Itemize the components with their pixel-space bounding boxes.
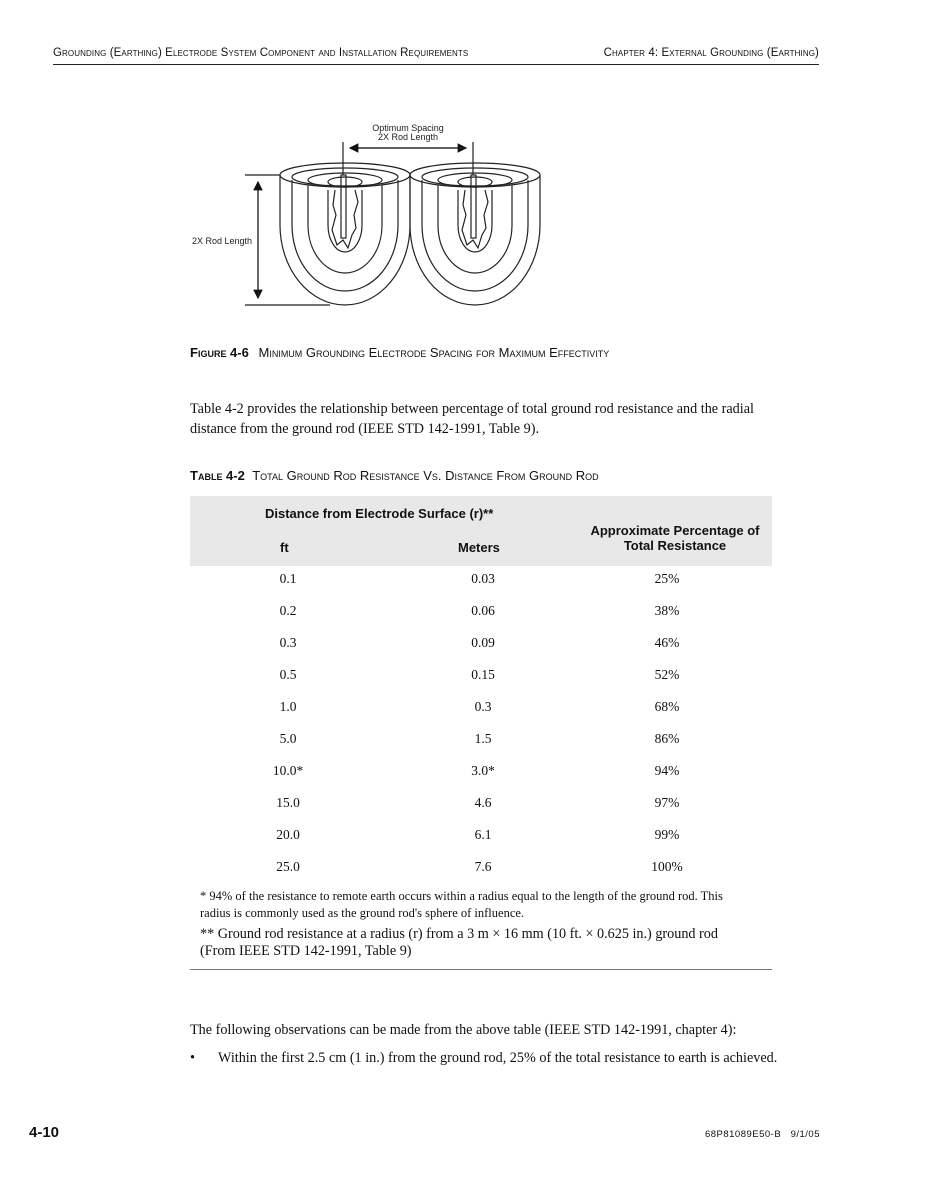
running-header-chapter-title: Chapter 4: External Grounding (Earthing) [603, 47, 819, 59]
cell-meters: 3.0* [471, 763, 495, 778]
cell-meters: 1.5 [474, 731, 492, 746]
table-row [190, 566, 772, 598]
table-body [190, 566, 772, 886]
footnote-double-asterisk [200, 926, 770, 960]
observations-intro: The following observations can be made from the above table (IEEE STD 142-1991, chapter 4): [190, 1022, 737, 1038]
cell-ft: 1.0 [279, 699, 297, 714]
cell-ft: 0.5 [279, 667, 297, 682]
column-header-meters: Meters [458, 540, 500, 555]
cell-meters: 4.6 [474, 795, 492, 810]
cell-ft: 20.0 [276, 827, 300, 842]
footnote-single-asterisk-line1: * 94% of the resistance to remote earth occurs within a radius equal to the length of the ground rod. This [200, 889, 723, 903]
table-title: Total Ground Rod Resistance Vs. Distance From Ground Rod [252, 468, 599, 483]
cell-percentage: 38% [654, 603, 680, 618]
rod-depth-label: 2X Rod Length [192, 236, 253, 246]
cell-ft: 0.3 [279, 635, 297, 650]
cell-percentage: 25% [654, 571, 680, 586]
cell-meters: 0.03 [471, 571, 495, 586]
cell-percentage: 97% [654, 795, 680, 810]
table-row [190, 598, 772, 630]
cell-percentage: 86% [654, 731, 680, 746]
cell-percentage: 99% [654, 827, 680, 842]
footnote-double-asterisk-line1: ** Ground rod resistance at a radius (r) from a 3 m × 16 mm (10 ft. × 0.625 in.) ground rod [200, 926, 718, 942]
cell-ft: 0.2 [279, 603, 297, 618]
intro-paragraph [190, 399, 754, 439]
figure-number: Figure 4-6 [190, 345, 249, 360]
cell-ft: 25.0 [276, 859, 300, 874]
cell-meters: 0.09 [471, 635, 495, 650]
document-id: 68P81089E50-B 9/1/05 [704, 1129, 820, 1140]
running-header [53, 46, 819, 65]
cell-meters: 0.3 [474, 699, 492, 714]
cell-percentage: 68% [654, 699, 680, 714]
cell-percentage: 52% [654, 667, 680, 682]
running-header-section-title: Grounding (Earthing) Electrode System Component and Installation Requirements [53, 47, 469, 59]
figure-title: Minimum Grounding Electrode Spacing for Maximum Effectivity [258, 345, 610, 360]
cell-ft: 5.0 [279, 731, 297, 746]
cell-meters: 0.06 [471, 603, 495, 618]
table-row [190, 694, 772, 726]
cell-percentage: 94% [654, 763, 680, 778]
observation-text: Within the first 2.5 cm (1 in.) from the ground rod, 25% of the total resistance to earth is achieved. [218, 1050, 778, 1066]
table-row [190, 726, 772, 758]
table-number: Table 4-2 [190, 468, 245, 483]
table-row [190, 662, 772, 694]
table-row [190, 822, 772, 854]
optimum-spacing-label-line2: 2X Rod Length [377, 132, 439, 142]
table-row [190, 854, 772, 886]
distance-group-header: Distance from Electrode Surface (r)** [265, 506, 494, 521]
cell-meters: 0.15 [471, 667, 495, 682]
optimum-spacing-label [358, 124, 458, 142]
table-footnotes [200, 888, 770, 960]
right-electrode-spheres [410, 163, 540, 305]
cell-percentage: 100% [651, 859, 683, 874]
intro-paragraph-line1: Table 4-2 provides the relationship between percentage of total ground rod resistance and the radial [190, 401, 754, 417]
cell-meters: 6.1 [474, 827, 492, 842]
footnote-double-asterisk-line2: (From IEEE STD 142-1991, Table 9) [200, 943, 412, 959]
left-electrode-spheres [280, 163, 410, 305]
electrode-spacing-figure [180, 110, 560, 320]
cell-meters: 7.6 [474, 859, 492, 874]
column-header-percentage-line2: Total Resistance [623, 538, 727, 553]
table-row [190, 630, 772, 662]
cell-percentage: 46% [654, 635, 680, 650]
optimum-spacing-label-line1: Optimum Spacing [372, 123, 444, 133]
cell-ft: 0.1 [279, 571, 297, 586]
column-header-percentage-line1: Approximate Percentage of [590, 523, 760, 538]
footnote-single-asterisk [200, 888, 770, 922]
page-number: 4-10 [29, 1124, 60, 1141]
table-header [190, 496, 772, 566]
column-header-ft: ft [280, 540, 289, 555]
cell-ft: 10.0* [272, 763, 304, 778]
table-bottom-rule [190, 969, 772, 970]
figure-caption [190, 345, 609, 360]
bullet-icon: • [190, 1050, 195, 1066]
column-header-percentage [585, 523, 765, 553]
intro-paragraph-line2: distance from the ground rod (IEEE STD 142-1991, Table 9). [190, 421, 540, 437]
table-caption [190, 468, 599, 483]
table-row [190, 790, 772, 822]
cell-ft: 15.0 [276, 795, 300, 810]
footnote-single-asterisk-line2: radius is commonly used as the ground rod's sphere of influence. [200, 906, 525, 920]
table-row [190, 758, 772, 790]
